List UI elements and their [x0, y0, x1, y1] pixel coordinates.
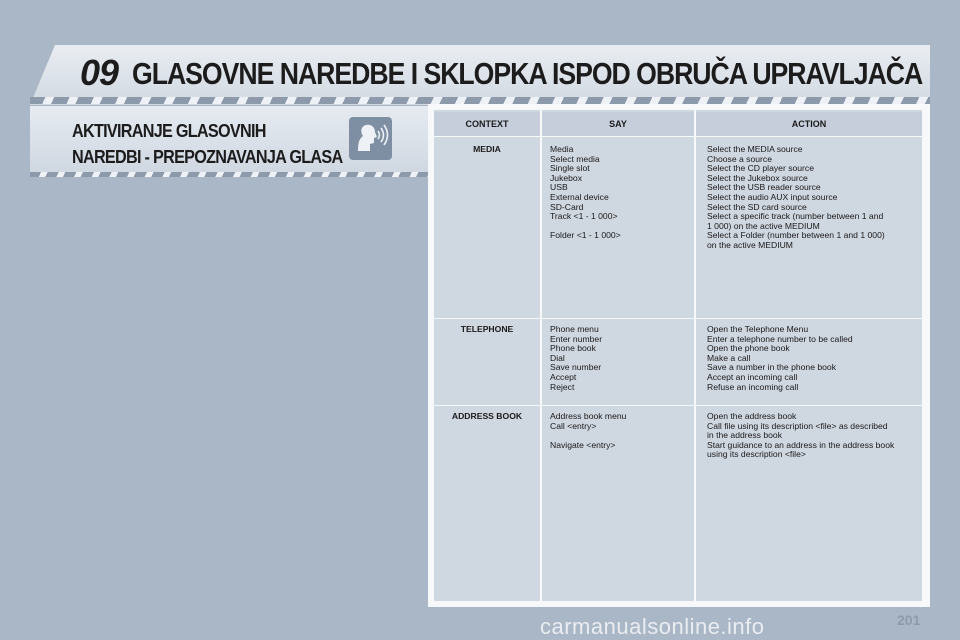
section-title — [72, 118, 342, 170]
row-media-action: Select the MEDIA source Choose a source Select the CD player source Select the Jukebox source Select the USB reader source Select the audio AUX input source Select the SD card source Select a specific track (number between 1 and 1 000) on the active MEDIUM Select a Folder (number between 1 and 1 000) on the active MEDIUM — [707, 144, 885, 250]
voice-recognition-icon — [349, 117, 392, 160]
row-divider — [434, 405, 922, 406]
row-address-book-context: ADDRESS BOOK — [451, 411, 523, 421]
row-address-book-say: Address book menu Call <entry> Navigate <entry> — [550, 411, 627, 450]
header-say: SAY — [542, 112, 694, 136]
row-media-say: Media Select media Single slot Jukebox USB External device SD-Card Track <1 - 1 000> Folder <1 - 1 000> — [550, 144, 621, 241]
page-number: 201 — [897, 612, 921, 628]
header-stripes — [30, 97, 930, 104]
section-stripes — [30, 172, 428, 177]
row-telephone-context: TELEPHONE — [460, 324, 514, 334]
row-divider — [434, 318, 922, 319]
chapter-title: GLASOVNE NAREDBE I SKLOPKA ISPOD OBRUČA UPRAVLJAČA — [132, 56, 923, 91]
header-context: CONTEXT — [434, 112, 540, 136]
row-telephone-action: Open the Telephone Menu Enter a telephone number to be called Open the phone book Make a call Save a number in the phone book Accept an incoming call Refuse an incoming call — [707, 324, 853, 392]
chapter-number: 09 — [80, 52, 119, 93]
header-divider — [434, 136, 922, 137]
section-title-line2: NAREDBI - PREPOZNAVANJA GLASA — [72, 147, 343, 167]
watermark: carmanualsonline.info — [540, 614, 765, 639]
header-action: ACTION — [696, 112, 922, 136]
row-address-book-action: Open the address book Call file using its description <file> as described in the address book Start guidance to an address in the address book using its description <file> — [707, 411, 895, 460]
row-telephone-say: Phone menu Enter number Phone book Dial Save number Accept Reject — [550, 324, 603, 392]
context-column — [434, 110, 540, 601]
section-title-line1: AKTIVIRANJE GLASOVNIH — [72, 121, 266, 141]
row-media-context: MEDIA — [473, 144, 501, 154]
